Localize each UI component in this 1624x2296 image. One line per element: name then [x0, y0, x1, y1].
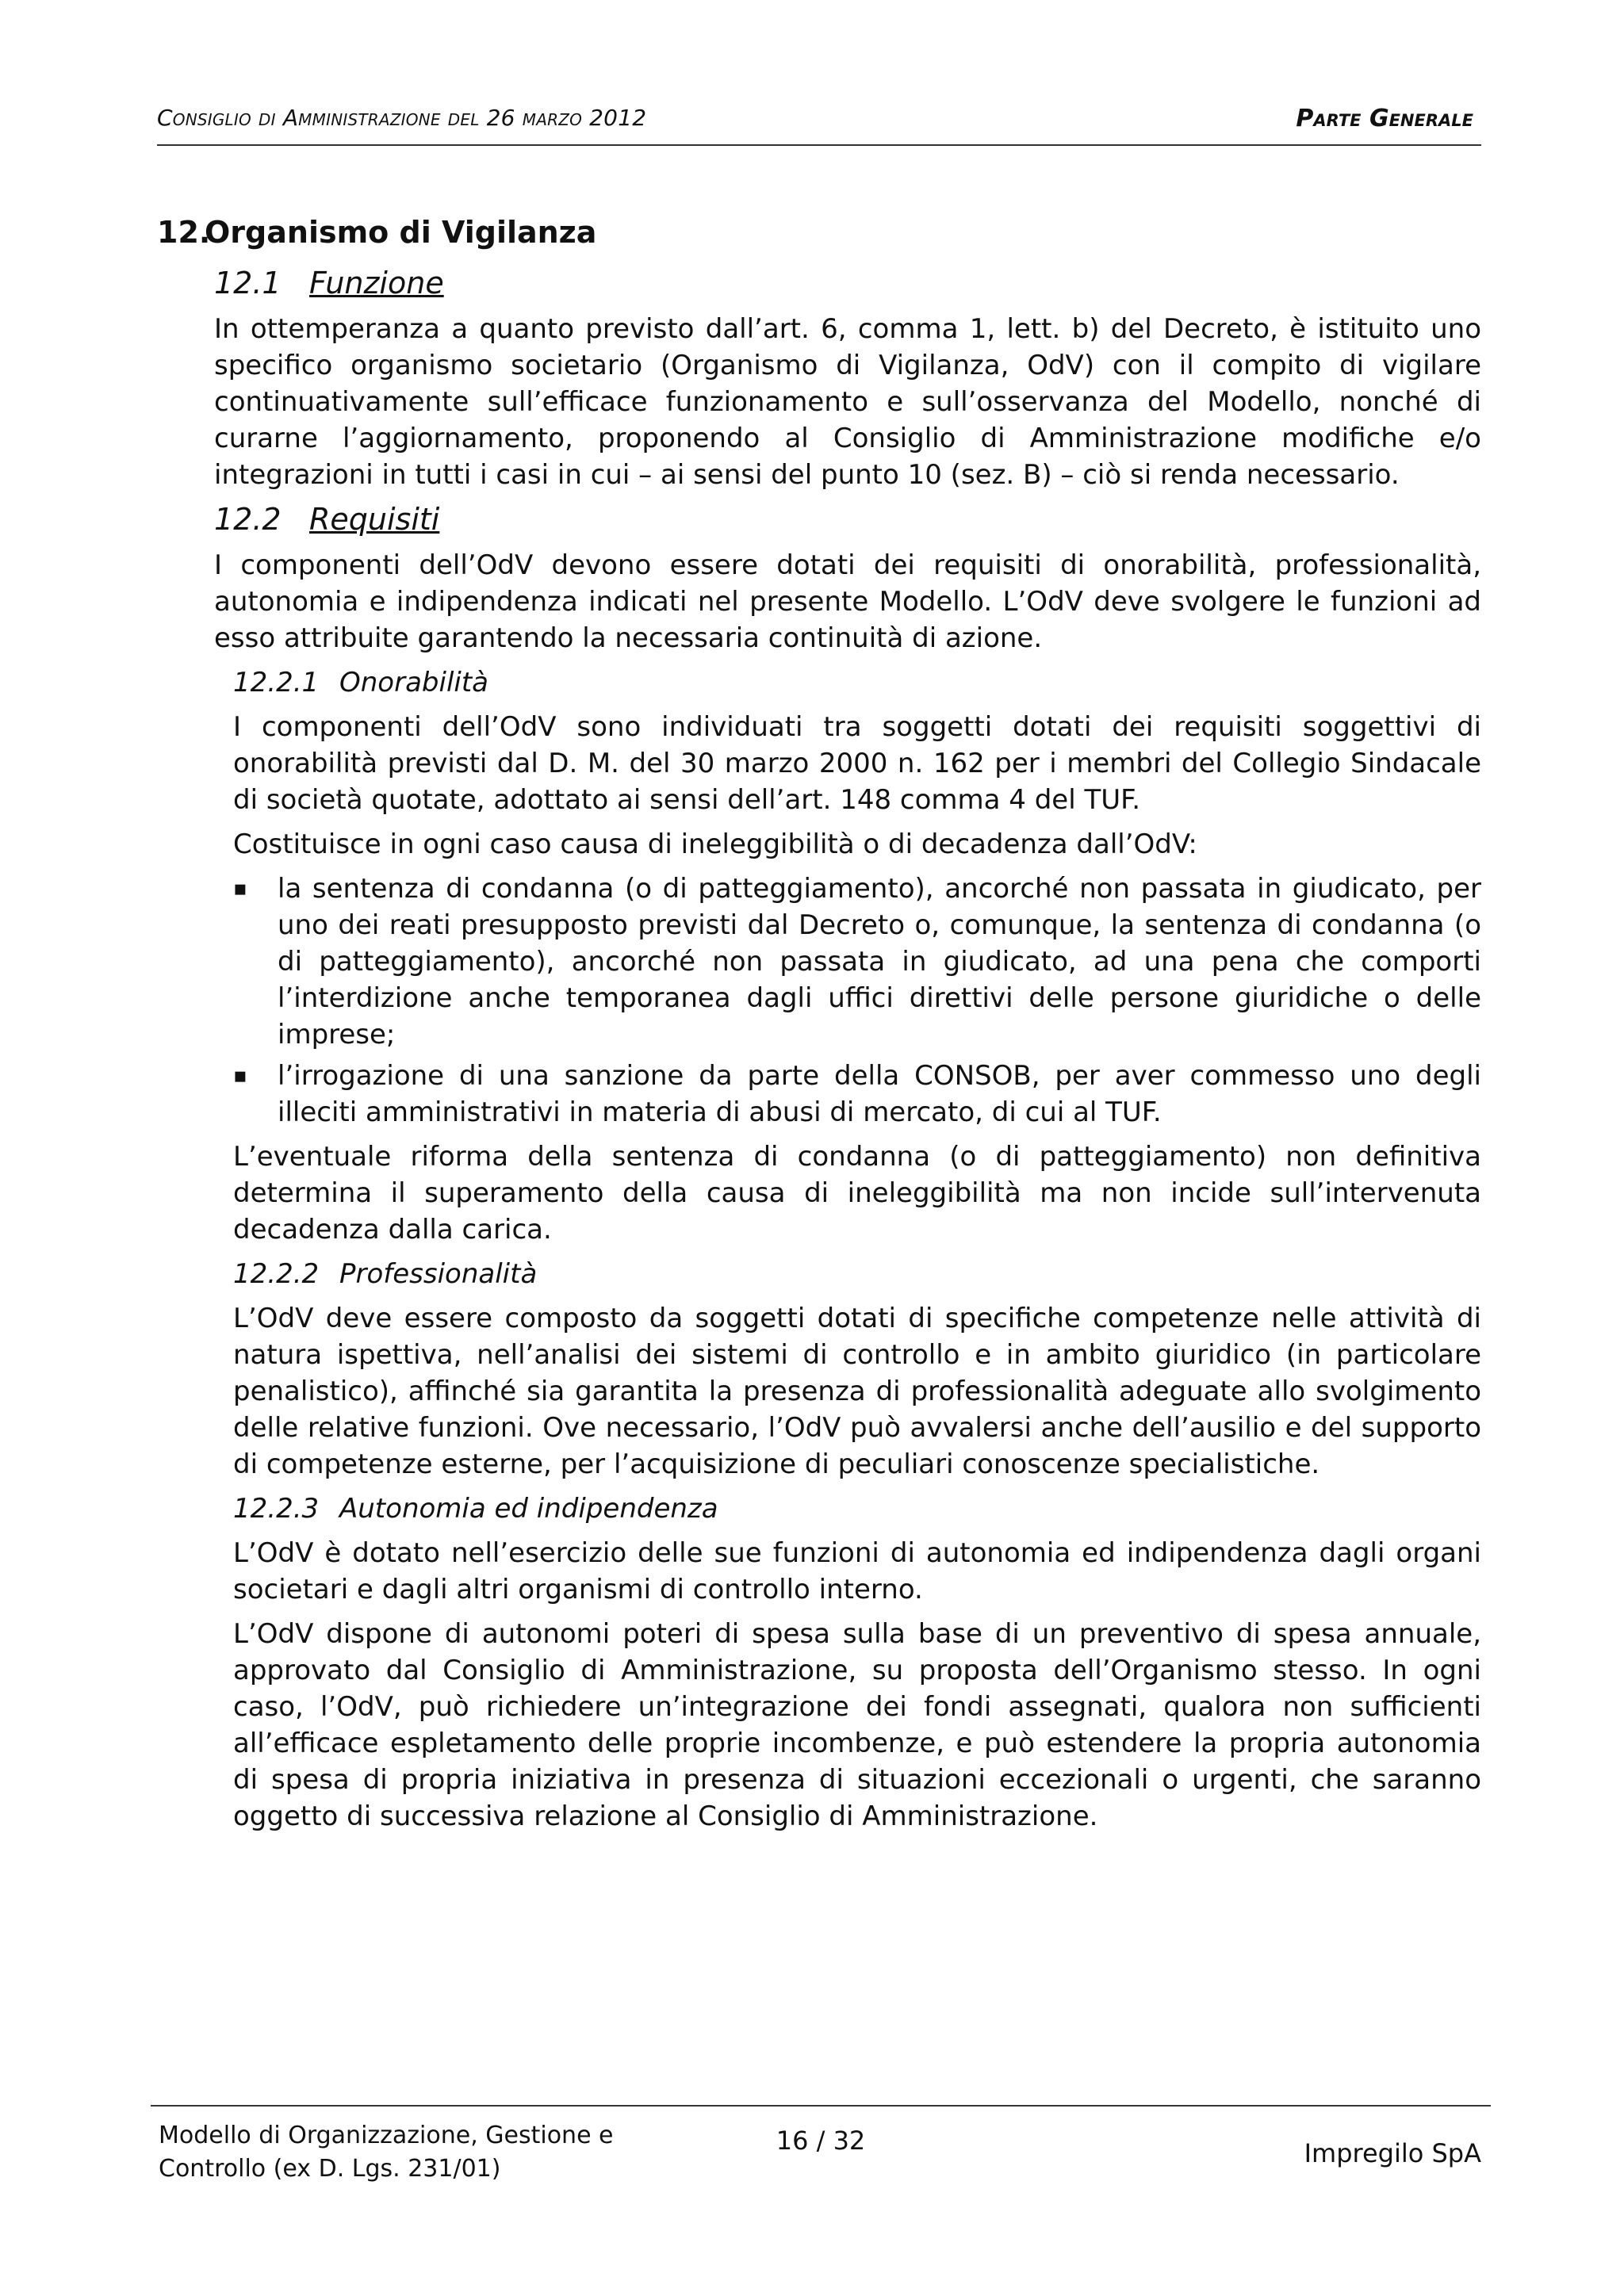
footer-title-line: Modello di Organizzazione, Gestione e	[159, 2122, 614, 2149]
paragraph-requisiti: I componenti dell’OdV devono essere dotati dei requisiti di onorabilità, professionalità, autonomia e indipendenza indicati nel presente Modello. L’OdV deve svolgere le funzioni ad esso attribuite garantendo la necessaria continuità di azione.	[214, 549, 1481, 654]
subsubsection-professionalita	[233, 1256, 1481, 1483]
subsubsection-heading	[233, 1256, 1481, 1292]
section-heading	[157, 214, 1481, 251]
footer-company: Impregilo SpA	[1304, 2138, 1481, 2168]
subsubsection-heading	[233, 664, 1481, 701]
paragraph: L’OdV è dotato nell’esercizio delle sue funzioni di autonomia ed indipendenza dagli organi societari e dagli altri organismi di controllo interno.	[233, 1537, 1481, 1605]
subsection-title: Funzione	[309, 266, 444, 300]
section-title: Organismo di Vigilanza	[205, 215, 597, 250]
paragraph: L’eventuale riforma della sentenza di condanna (o di patteggiamento) non definitiva determina il superamento della causa di ineleggibilità ma non incide sull’intervenuta decadenza dalla carica.	[233, 1141, 1481, 1246]
paragraph: I componenti dell’OdV sono individuati tra soggetti dotati dei requisiti soggettivi di onorabilità previsti dal D. M. del 30 marzo 2000 n. 162 per i membri del Collegio Sindacale di società quotate, adottato ai sensi dell’art. 148 comma 4 del TUF.	[233, 711, 1481, 816]
bullet-icon: ▪	[233, 877, 247, 901]
subsubsection-title: Professionalità	[339, 1258, 538, 1290]
subsection-title: Requisiti	[309, 502, 440, 537]
subsubsection-number: 12.2.1	[233, 667, 320, 698]
subsubsection-onorabilita	[233, 664, 1481, 1248]
list-item-text: la sentenza di condanna (o di patteggiamento), ancorché non passata in giudicato, per uno dei reati presupposto previsti dal Decreto o, comunque, la sentenza di condanna (o di patteggiamento), ancorché non passata in giudicato, ad una pena che comporti l’interdizione anche temporanea dagli uffici direttivi delle persone giuridiche o delle imprese;	[278, 873, 1481, 1050]
subsubsection-number: 12.2.2	[233, 1258, 320, 1290]
bullet-list	[233, 871, 1481, 1131]
subsubsection-autonomia	[233, 1490, 1481, 1835]
subsection-heading-requisiti	[214, 501, 1481, 538]
paragraph: L’OdV deve essere composto da soggetti dotati di specifiche competenze nelle attività di natura ispettiva, nell’analisi dei sistemi di controllo e in ambito giuridico (in particolare penalistico), affinché sia garantita la presenza di professionalità adeguate allo svolgimento delle relative funzioni. Ove necessario, l’OdV può avvalersi anche dell’ausilio e del supporto di competenze esterne, per l’acquisizione di peculiari conoscenze specialistiche.	[233, 1303, 1481, 1480]
subsubsection-number: 12.2.3	[233, 1493, 320, 1525]
list-item	[233, 871, 1481, 1053]
subsubsection-heading	[233, 1490, 1481, 1527]
subsection-number: 12.1	[214, 266, 282, 300]
subsubsection-title: Onorabilità	[339, 667, 489, 698]
page-number: 16 / 32	[776, 2126, 866, 2156]
page-header	[157, 97, 1481, 146]
section-content	[214, 265, 1481, 1835]
list-item-text: l’irrogazione di una sanzione da parte della CONSOB, per aver commesso uno degli illeciti amministrativi in materia di abusi di mercato, di cui al TUF.	[278, 1060, 1481, 1128]
list-item	[233, 1058, 1481, 1131]
page-footer	[151, 2105, 1491, 2194]
paragraph: Costituisce in ogni caso causa di ineleggibilità o di decadenza dall’OdV:	[233, 828, 1197, 860]
paragraph-funzione: In ottemperanza a quanto previsto dall’art. 6, comma 1, lett. b) del Decreto, è istituito uno specifico organismo societario (Organismo di Vigilanza, OdV) con il compito di vigilare continuativamente sull’efficace funzionamento e sull’osservanza del Modello, nonché di curarne l’aggiornamento, proponendo al Consiglio di Amministrazione modifiche e/o integrazioni in tutti i casi in cui – ai sensi del punto 10 (sez. B) – ciò si renda necessario.	[214, 313, 1481, 491]
bullet-icon: ▪	[233, 1064, 247, 1088]
subsubsection-title: Autonomia ed indipendenza	[339, 1493, 718, 1525]
header-meeting-date: Consiglio di Amministrazione del 26 marzo 2012	[157, 105, 647, 131]
paragraph: L’OdV dispone di autonomi poteri di spesa sulla base di un preventivo di spesa annuale, approvato dal Consiglio di Amministrazione, su proposta dell’Organismo stesso. In ogni caso, l’OdV, può richiedere un’integrazione dei fondi assegnati, qualora non sufficienti all’efficace espletamento delle proprie incombenze, e può estendere la propria autonomia di spesa di propria iniziativa in presenza di situazioni eccezionali o urgenti, che saranno oggetto di successiva relazione al Consiglio di Amministrazione.	[233, 1618, 1481, 1832]
section-number: 12.	[157, 215, 211, 250]
subsection-number: 12.2	[214, 502, 282, 537]
document-body	[157, 214, 1481, 1843]
footer-title-line: Controllo (ex D. Lgs. 231/01)	[159, 2155, 501, 2183]
header-part-title: Parte Generale	[1296, 105, 1473, 132]
subsection-heading-funzione	[214, 265, 1481, 301]
